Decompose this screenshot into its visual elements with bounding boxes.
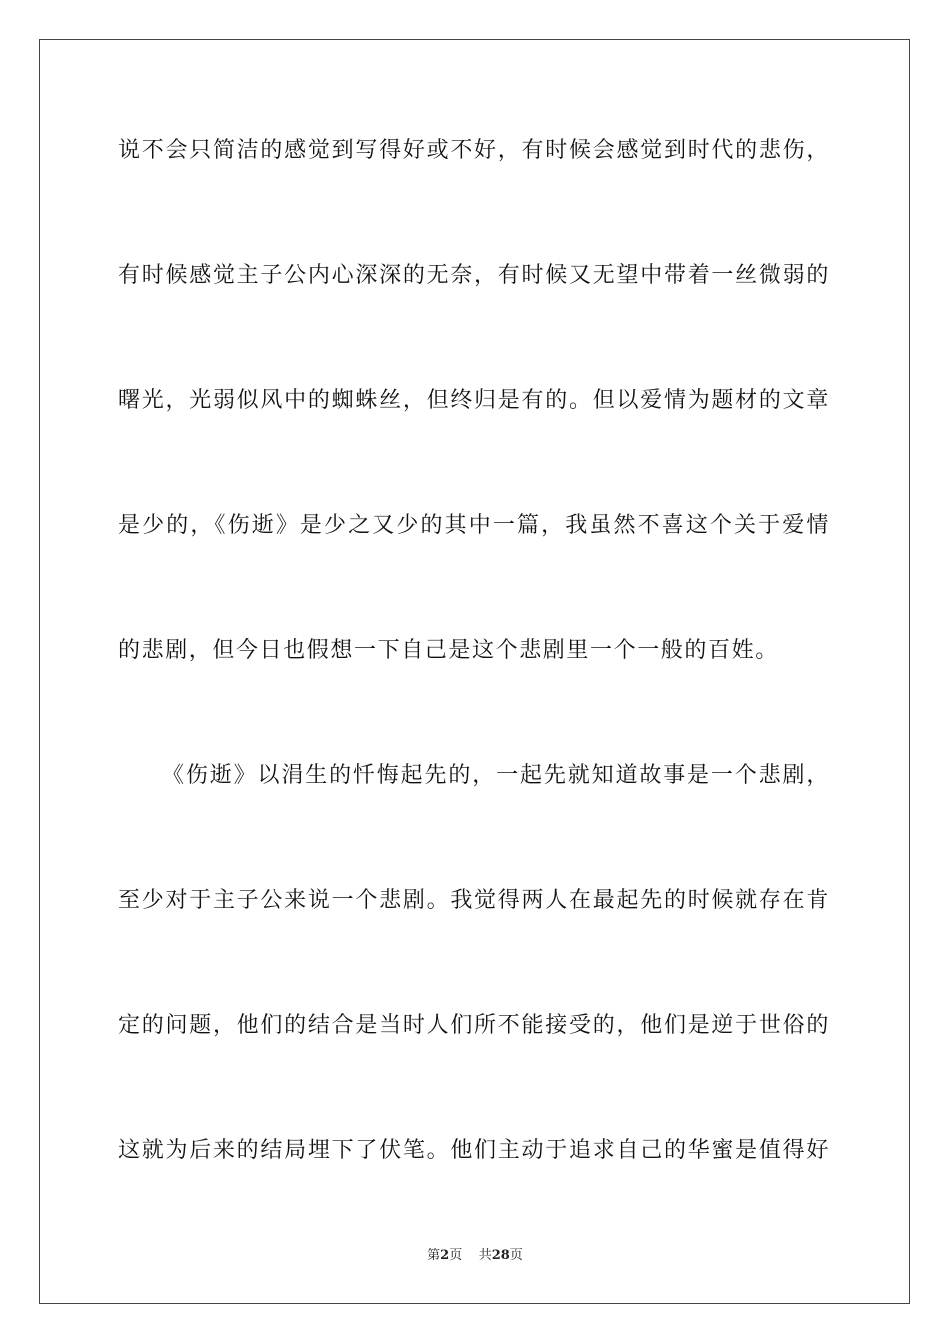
page-prefix: 第 <box>427 1248 441 1263</box>
total-suffix: 页 <box>509 1248 523 1263</box>
paragraph-line: 《伤逝》以涓生的忏悔起先的，一起先就知道故事是一个悲剧， <box>162 763 830 788</box>
paragraph-line: 有时候感觉主子公内心深深的无奈，有时候又无望中带着一丝微弱的 <box>118 263 830 288</box>
page-suffix: 页 <box>449 1248 463 1263</box>
total-pages: 28 <box>491 1248 510 1263</box>
paragraph-line: 至少对于主子公来说一个悲剧。我觉得两人在最起先的时候就存在肯 <box>118 888 830 913</box>
page-border <box>39 39 910 1304</box>
page-footer <box>0 1247 950 1265</box>
paragraph-line: 这就为后来的结局埋下了伏笔。他们主动于追求自己的华蜜是值得好 <box>118 1138 830 1163</box>
page-number: 2 <box>440 1248 450 1263</box>
paragraph-line: 说不会只简洁的感觉到写得好或不好，有时候会感觉到时代的悲伤， <box>118 138 830 163</box>
paragraph-line: 的悲剧，但今日也假想一下自己是这个悲剧里一个一般的百姓。 <box>118 638 779 663</box>
total-prefix: 共 <box>478 1248 492 1263</box>
paragraph-line: 定的问题，他们的结合是当时人们所不能接受的，他们是逆于世俗的 <box>118 1013 830 1038</box>
paragraph-line: 曙光，光弱似风中的蜘蛛丝，但终归是有的。但以爱情为题材的文章 <box>118 388 830 413</box>
paragraph-line: 是少的，《伤逝》是少之又少的其中一篇，我虽然不喜这个关于爱情 <box>118 513 830 538</box>
